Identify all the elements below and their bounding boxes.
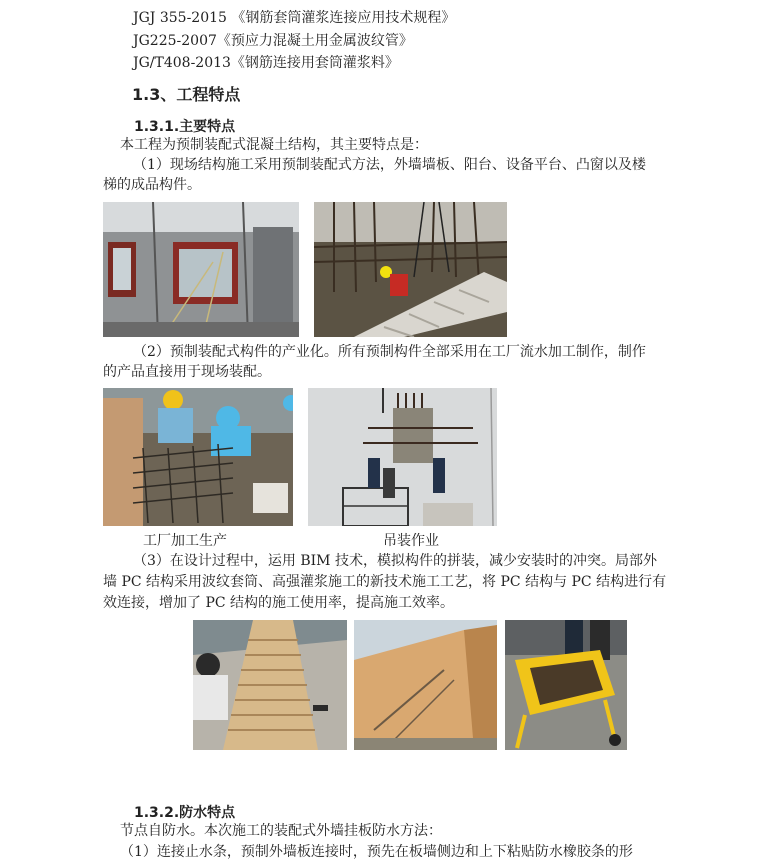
photo-hoisting-operation [308,388,497,526]
photo-grout-mixer [505,620,627,750]
point-2-line-2: 的产品直接用于现场装配。 [103,364,271,380]
point-1-line-2: 梯的成品构件。 [103,177,201,193]
caption-factory-production: 工厂加工生产 [143,533,227,549]
photo-precast-stairs [314,202,507,337]
photo-formwork-assembly [193,620,347,750]
point-2-line-1: （2）预制装配式构件的产业化。所有预制构件全部采用在工厂流水加工制作，制作 [133,344,646,360]
caption-hoisting-operation: 吊装作业 [383,533,439,549]
waterproof-intro: 节点自防水。本次施工的装配式外墙挂板防水方法： [120,823,442,839]
section-1-3-2-heading: 1.3.2.防水特点 [134,805,236,821]
photo-grouting-wall [354,620,497,750]
standard-2: JG225-2007《预应力混凝土用金属波纹管》 [133,33,413,49]
section-1-3-1-heading: 1.3.1.主要特点 [134,119,236,135]
photo-wall-panels [103,202,299,337]
photo-factory-production [103,388,293,526]
point-1-line-1: （1）现场结构施工采用预制装配式方法，外墙墙板、阳台、设备平台、凸窗以及楼 [133,157,646,173]
waterproof-point-1: （1）连接止水条，预制外墙板连接时，预先在板墙侧边和上下粘贴防水橡胶条的形 [120,844,633,860]
section-1-3-heading: 1.3、工程特点 [132,85,241,104]
point-3-line-2: 墙 PC 结构采用波纹套筒、高强灌浆施工的新技术施工工艺，将 PC 结构与 PC 结构进行有 [103,574,667,590]
standard-3: JG/T408-2013《钢筋连接用套筒灌浆料》 [133,55,399,71]
intro-text: 本工程为预制装配式混凝土结构，其主要特点是： [120,137,428,153]
point-3-line-3: 效连接，增加了 PC 结构的施工使用率，提高施工效率。 [103,595,455,611]
point-3-line-1: （3）在设计过程中，运用 BIM 技术，模拟构件的拼装，减少安装时的冲突。局部外 [133,553,657,569]
standard-1: JGJ 355-2015 《钢筋套筒灌浆连接应用技术规程》 [133,10,456,26]
